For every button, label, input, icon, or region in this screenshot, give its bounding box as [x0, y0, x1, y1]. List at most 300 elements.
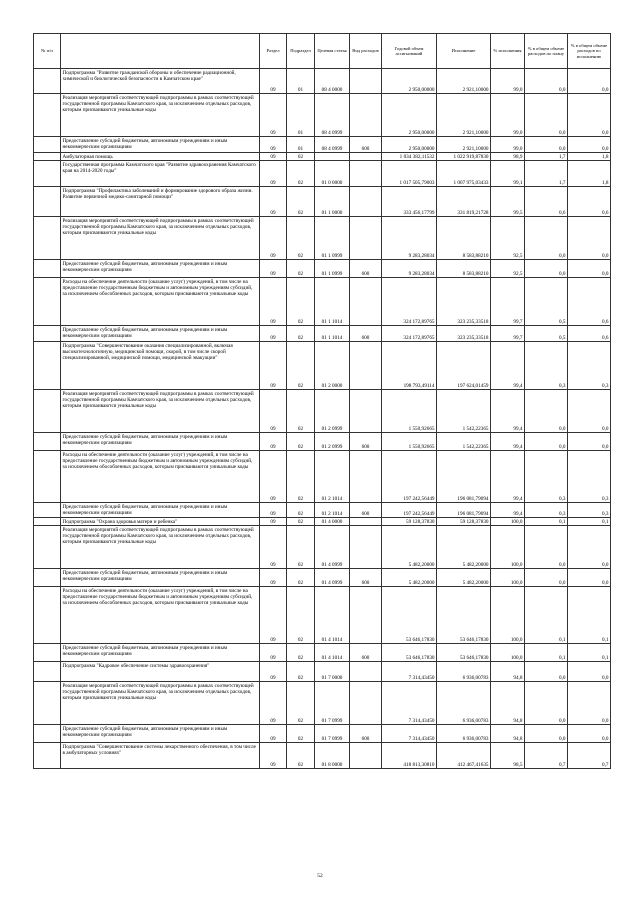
cell-section: 09	[260, 217, 287, 260]
cell-expense-type	[350, 662, 382, 682]
cell-name: Расходы на обеспечение деятельности (оказание услуг) учреждений, в том числе на предоставление государственным бюджетным и автономным учреждениям субсидий, за исключением обособленных расходов, которым присваиваются уникальные коды	[61, 587, 260, 644]
cell-target-article: 01 4 0999	[315, 526, 350, 569]
cell-num	[34, 187, 61, 217]
cell-name: Предоставление субсидий бюджетным, автономным учреждениям и иным некоммерческим организациям	[61, 644, 260, 662]
cell-name: Реализация мероприятий соответствующей подпрограммы в рамках соответствующей государственной программы Камчатского края, за исключением отдельных расходов, которым присваиваются уникальные коды	[61, 526, 260, 569]
cell-subsection: 02	[287, 433, 315, 451]
cell-expense-type	[350, 518, 382, 526]
cell-annual-allocation: 1 550,92665	[382, 433, 437, 451]
cell-share-execution: 0,0	[568, 217, 611, 260]
cell-share-execution: 0,3	[568, 342, 611, 390]
cell-execution-percent: 100,0	[491, 587, 525, 644]
cell-execution: 2 921,10000	[437, 94, 491, 137]
cell-name: Подпрограмма "Развитие гражданской обороны и обеспечение радиационной, химической и биологической безопасности в Камчатском крае"	[61, 69, 260, 94]
header-target-article: Целевая статья	[315, 34, 350, 69]
cell-subsection: 02	[287, 217, 315, 260]
cell-section: 09	[260, 725, 287, 743]
cell-expense-type	[350, 187, 382, 217]
cell-subsection: 02	[287, 278, 315, 326]
cell-execution-percent: 94,8	[491, 662, 525, 682]
table-row	[34, 137, 611, 153]
cell-name: Предоставление субсидий бюджетным, автономным учреждениям и иным некоммерческим организациям	[61, 326, 260, 342]
cell-share-execution: 1,8	[568, 161, 611, 187]
cell-subsection: 02	[287, 518, 315, 526]
cell-expense-type	[350, 451, 382, 503]
table-row	[34, 69, 611, 94]
cell-name: Предоставление субсидий бюджетным, автономным учреждениям и иным некоммерческим организациям	[61, 260, 260, 278]
cell-annual-allocation: 7 314,43450	[382, 662, 437, 682]
cell-share-execution: 0,6	[568, 187, 611, 217]
cell-share-plan: 0,1	[525, 518, 568, 526]
cell-num	[34, 433, 61, 451]
cell-target-article: 01 4 0999	[315, 569, 350, 587]
cell-name: Реализация мероприятий соответствующей подпрограммы в рамках соответствующей государственной программы Камчатского края, за исключением отдельных расходов, которым присваиваются уникальные коды	[61, 217, 260, 260]
table-row	[34, 503, 611, 518]
cell-share-execution: 0,0	[568, 569, 611, 587]
cell-share-plan: 0,0	[525, 94, 568, 137]
cell-subsection: 02	[287, 569, 315, 587]
cell-name: Амбулаторная помощь	[61, 153, 260, 161]
table-row	[34, 587, 611, 644]
cell-subsection: 02	[287, 342, 315, 390]
header-section: Раздел	[260, 34, 287, 69]
cell-execution-percent: 98,9	[491, 153, 525, 161]
cell-target-article: 01 2 1014	[315, 503, 350, 518]
cell-execution: 6 936,00783	[437, 682, 491, 725]
cell-section: 09	[260, 518, 287, 526]
cell-execution-percent: 100,0	[491, 644, 525, 662]
budget-table-sheet	[33, 33, 610, 769]
cell-execution: 53 646,17830	[437, 587, 491, 644]
cell-execution: 331 819,21728	[437, 187, 491, 217]
cell-target-article: 08 4 0999	[315, 137, 350, 153]
cell-share-execution: 0,0	[568, 390, 611, 433]
cell-execution-percent: 99,4	[491, 342, 525, 390]
cell-share-execution: 1,8	[568, 153, 611, 161]
cell-subsection: 02	[287, 260, 315, 278]
cell-annual-allocation: 1 550,92665	[382, 390, 437, 433]
cell-share-execution: 0,3	[568, 451, 611, 503]
cell-annual-allocation: 7 314,43450	[382, 725, 437, 743]
cell-section: 09	[260, 326, 287, 342]
cell-num	[34, 682, 61, 725]
budget-execution-table	[33, 33, 611, 769]
cell-share-plan: 0,3	[525, 451, 568, 503]
cell-share-plan: 0,5	[525, 278, 568, 326]
cell-target-article: 01 2 0999	[315, 390, 350, 433]
cell-subsection: 02	[287, 153, 315, 161]
cell-annual-allocation: 2 950,00000	[382, 137, 437, 153]
cell-expense-type: 600	[350, 137, 382, 153]
table-row	[34, 161, 611, 187]
cell-num	[34, 518, 61, 526]
cell-share-plan: 0,3	[525, 342, 568, 390]
cell-num	[34, 94, 61, 137]
cell-target-article	[315, 153, 350, 161]
cell-num	[34, 662, 61, 682]
cell-execution: 5 482,20000	[437, 569, 491, 587]
cell-share-execution: 0,0	[568, 725, 611, 743]
cell-section: 09	[260, 137, 287, 153]
cell-share-plan: 0,0	[525, 137, 568, 153]
cell-name: Расходы на обеспечение деятельности (оказание услуг) учреждений, в том числе на предоставление государственным бюджетным и автономным учреждениям субсидий, за исключением обособленных расходов, которым присваиваются уникальные коды	[61, 451, 260, 503]
cell-annual-allocation: 9 283,28034	[382, 217, 437, 260]
cell-share-execution: 0,6	[568, 278, 611, 326]
cell-annual-allocation: 2 950,00000	[382, 94, 437, 137]
cell-num	[34, 278, 61, 326]
header-execution-percent: % исполнения	[491, 34, 525, 69]
cell-execution: 323 235,33518	[437, 326, 491, 342]
cell-annual-allocation: 7 314,43450	[382, 682, 437, 725]
cell-share-plan: 0,7	[525, 743, 568, 769]
cell-num	[34, 342, 61, 390]
cell-name: Подпрограмма "Кадровое обеспечение системы здравоохранения"	[61, 662, 260, 682]
table-row	[34, 743, 611, 769]
table-row	[34, 342, 611, 390]
cell-expense-type	[350, 587, 382, 644]
cell-name: Подпрограмма "Охрана здоровья матери и ребенка"	[61, 518, 260, 526]
cell-share-execution: 0,1	[568, 587, 611, 644]
cell-annual-allocation: 5 482,20000	[382, 526, 437, 569]
cell-expense-type	[350, 217, 382, 260]
cell-num	[34, 217, 61, 260]
cell-subsection: 01	[287, 94, 315, 137]
cell-execution-percent: 100,0	[491, 526, 525, 569]
cell-execution-percent: 99,0	[491, 69, 525, 94]
cell-section: 09	[260, 662, 287, 682]
cell-expense-type: 600	[350, 725, 382, 743]
cell-subsection: 02	[287, 743, 315, 769]
cell-share-plan: 0,0	[525, 390, 568, 433]
cell-execution-percent: 99,4	[491, 433, 525, 451]
cell-num	[34, 390, 61, 433]
cell-target-article: 01 4 1014	[315, 644, 350, 662]
cell-expense-type: 600	[350, 644, 382, 662]
cell-name: Предоставление субсидий бюджетным, автономным учреждениям и иным некоммерческим организациям	[61, 503, 260, 518]
cell-annual-allocation: 197 242,56449	[382, 503, 437, 518]
cell-num	[34, 725, 61, 743]
cell-num	[34, 153, 61, 161]
cell-share-plan: 0,0	[525, 662, 568, 682]
header-num: № п/п	[34, 34, 61, 69]
cell-num	[34, 569, 61, 587]
cell-annual-allocation: 9 283,28034	[382, 260, 437, 278]
cell-section: 09	[260, 587, 287, 644]
cell-expense-type	[350, 153, 382, 161]
cell-execution: 197 624,01459	[437, 342, 491, 390]
cell-share-plan: 1,7	[525, 153, 568, 161]
cell-subsection: 02	[287, 644, 315, 662]
cell-annual-allocation: 324 172,89765	[382, 278, 437, 326]
cell-execution: 196 081,79094	[437, 503, 491, 518]
cell-execution-percent: 99,4	[491, 390, 525, 433]
cell-target-article: 01 8 0000	[315, 743, 350, 769]
cell-execution: 8 583,88210	[437, 217, 491, 260]
cell-annual-allocation: 418 813,30810	[382, 743, 437, 769]
table-row	[34, 433, 611, 451]
cell-target-article: 01 7 0000	[315, 662, 350, 682]
cell-execution: 1 542,22365	[437, 433, 491, 451]
cell-execution: 8 583,88210	[437, 260, 491, 278]
cell-subsection: 01	[287, 137, 315, 153]
cell-target-article: 01 7 0999	[315, 682, 350, 725]
cell-target-article: 08 4 0999	[315, 94, 350, 137]
cell-target-article: 01 2 1014	[315, 451, 350, 503]
cell-share-plan: 0,0	[525, 569, 568, 587]
cell-annual-allocation: 1 017 505,79003	[382, 161, 437, 187]
cell-execution: 1 542,22365	[437, 390, 491, 433]
cell-share-plan: 1,7	[525, 161, 568, 187]
cell-num	[34, 587, 61, 644]
cell-subsection: 02	[287, 526, 315, 569]
cell-execution: 323 235,33518	[437, 278, 491, 326]
page-number: 52	[317, 873, 323, 879]
cell-share-execution: 0,7	[568, 743, 611, 769]
cell-expense-type	[350, 526, 382, 569]
cell-execution-percent: 99,7	[491, 326, 525, 342]
cell-share-execution: 0,0	[568, 94, 611, 137]
table-row	[34, 94, 611, 137]
cell-section: 09	[260, 451, 287, 503]
cell-execution-percent: 92,5	[491, 217, 525, 260]
cell-subsection: 02	[287, 161, 315, 187]
cell-target-article: 01 1 1014	[315, 326, 350, 342]
cell-annual-allocation: 1 034 382,11532	[382, 153, 437, 161]
cell-subsection: 02	[287, 662, 315, 682]
cell-share-execution: 0,3	[568, 503, 611, 518]
cell-execution-percent: 92,5	[491, 260, 525, 278]
cell-execution: 59 128,37830	[437, 518, 491, 526]
cell-execution: 6 936,00783	[437, 662, 491, 682]
cell-execution-percent: 100,0	[491, 518, 525, 526]
header-expense-type: Вид расходов	[350, 34, 382, 69]
table-row	[34, 278, 611, 326]
cell-num	[34, 644, 61, 662]
cell-num	[34, 743, 61, 769]
cell-section: 09	[260, 644, 287, 662]
cell-execution-percent: 99,4	[491, 503, 525, 518]
cell-annual-allocation: 197 242,56449	[382, 451, 437, 503]
cell-name: Подпрограмма "Совершенствование системы лекарственного обеспечения, в том числе в амбулаторных условиях"	[61, 743, 260, 769]
cell-num	[34, 260, 61, 278]
cell-execution-percent: 99,4	[491, 451, 525, 503]
cell-execution-percent: 99,0	[491, 137, 525, 153]
cell-annual-allocation: 5 482,20000	[382, 569, 437, 587]
header-share-plan: % в общем объеме расходов по плану	[525, 34, 568, 69]
header-share-execution: % в общем объеме расходов по исполнению	[568, 34, 611, 69]
cell-share-execution: 0,0	[568, 260, 611, 278]
cell-subsection: 02	[287, 187, 315, 217]
table-row	[34, 326, 611, 342]
cell-target-article: 01 1 0999	[315, 217, 350, 260]
cell-section: 09	[260, 94, 287, 137]
cell-num	[34, 326, 61, 342]
cell-target-article: 01 4 0000	[315, 518, 350, 526]
cell-execution-percent: 94,8	[491, 725, 525, 743]
cell-share-execution: 0,1	[568, 518, 611, 526]
cell-section: 09	[260, 743, 287, 769]
cell-share-plan: 0,3	[525, 503, 568, 518]
cell-execution: 412 467,41635	[437, 743, 491, 769]
cell-num	[34, 526, 61, 569]
cell-share-plan: 0,6	[525, 187, 568, 217]
cell-num	[34, 451, 61, 503]
table-row	[34, 451, 611, 503]
cell-name: Реализация мероприятий соответствующей подпрограммы в рамках соответствующей государственной программы Камчатского края, за исключением отдельных расходов, которым присваиваются уникальные коды	[61, 94, 260, 137]
table-row	[34, 725, 611, 743]
cell-execution-percent: 98,5	[491, 743, 525, 769]
cell-target-article: 01 7 0999	[315, 725, 350, 743]
header-annual-allocation: Годовой объем ассигнований	[382, 34, 437, 69]
cell-share-plan: 0,0	[525, 725, 568, 743]
table-row	[34, 662, 611, 682]
cell-expense-type	[350, 682, 382, 725]
cell-subsection: 02	[287, 682, 315, 725]
cell-share-execution: 0,0	[568, 433, 611, 451]
table-row	[34, 390, 611, 433]
cell-share-plan: 0,1	[525, 644, 568, 662]
cell-subsection: 02	[287, 326, 315, 342]
cell-expense-type: 600	[350, 569, 382, 587]
cell-target-article: 01 2 0000	[315, 342, 350, 390]
cell-num	[34, 161, 61, 187]
cell-num	[34, 503, 61, 518]
cell-expense-type: 600	[350, 260, 382, 278]
cell-execution: 196 081,79094	[437, 451, 491, 503]
cell-target-article: 01 2 0999	[315, 433, 350, 451]
cell-subsection: 02	[287, 725, 315, 743]
cell-execution-percent: 100,0	[491, 569, 525, 587]
cell-section: 09	[260, 260, 287, 278]
cell-subsection: 02	[287, 587, 315, 644]
cell-target-article: 01 4 1014	[315, 587, 350, 644]
cell-share-execution: 0,0	[568, 69, 611, 94]
cell-share-plan: 0,0	[525, 217, 568, 260]
cell-num	[34, 137, 61, 153]
table-row	[34, 644, 611, 662]
cell-annual-allocation: 2 950,00000	[382, 69, 437, 94]
cell-execution-percent: 99,0	[491, 94, 525, 137]
header-execution: Исполнение	[437, 34, 491, 69]
cell-num	[34, 69, 61, 94]
cell-expense-type	[350, 390, 382, 433]
cell-execution: 2 921,10000	[437, 69, 491, 94]
cell-execution: 5 482,20000	[437, 526, 491, 569]
cell-share-plan: 0,0	[525, 69, 568, 94]
cell-section: 09	[260, 390, 287, 433]
cell-expense-type	[350, 278, 382, 326]
table-row	[34, 153, 611, 161]
cell-annual-allocation: 53 646,17830	[382, 587, 437, 644]
cell-target-article: 01 0 0000	[315, 161, 350, 187]
cell-execution-percent: 94,8	[491, 682, 525, 725]
table-row	[34, 569, 611, 587]
cell-expense-type	[350, 342, 382, 390]
cell-expense-type: 600	[350, 503, 382, 518]
cell-section: 09	[260, 278, 287, 326]
cell-target-article: 01 1 1014	[315, 278, 350, 326]
cell-execution: 2 921,10000	[437, 137, 491, 153]
cell-name: Государственная программа Камчатского края "Развитие здравоохранения Камчатского края на 2014-2020 годы"	[61, 161, 260, 187]
cell-annual-allocation: 198 793,49114	[382, 342, 437, 390]
cell-execution-percent: 99,7	[491, 278, 525, 326]
cell-share-execution: 0,0	[568, 137, 611, 153]
cell-name: Предоставление субсидий бюджетным, автономным учреждениям и иным некоммерческим организациям	[61, 433, 260, 451]
cell-execution: 53 646,17830	[437, 644, 491, 662]
cell-annual-allocation: 324 172,89765	[382, 326, 437, 342]
cell-expense-type	[350, 94, 382, 137]
cell-name: Расходы на обеспечение деятельности (оказание услуг) учреждений, в том числе на предоставление государственным бюджетным и автономным учреждениям субсидий, за исключением обособленных расходов, которым присваиваются уникальные коды	[61, 278, 260, 326]
cell-section: 09	[260, 503, 287, 518]
table-row	[34, 260, 611, 278]
table-row	[34, 682, 611, 725]
cell-subsection: 02	[287, 451, 315, 503]
cell-share-execution: 0,0	[568, 526, 611, 569]
cell-target-article: 08 4 0000	[315, 69, 350, 94]
cell-target-article: 01 1 0999	[315, 260, 350, 278]
cell-share-plan: 0,5	[525, 326, 568, 342]
cell-share-execution: 0,1	[568, 644, 611, 662]
table-header-row	[34, 34, 611, 69]
cell-share-plan: 0,0	[525, 526, 568, 569]
cell-section: 09	[260, 161, 287, 187]
cell-name: Реализация мероприятий соответствующей подпрограммы в рамках соответствующей государственной программы Камчатского края, за исключением отдельных расходов, которым присваиваются уникальные коды	[61, 682, 260, 725]
header-subsection: Подраздел	[287, 34, 315, 69]
cell-section: 09	[260, 69, 287, 94]
cell-share-plan: 0,0	[525, 682, 568, 725]
cell-name: Реализация мероприятий соответствующей подпрограммы в рамках соответствующей государственной программы Камчатского края, за исключением отдельных расходов, которым присваиваются уникальные коды	[61, 390, 260, 433]
cell-name: Предоставление субсидий бюджетным, автономным учреждениям и иным некоммерческим организациям	[61, 725, 260, 743]
cell-section: 09	[260, 526, 287, 569]
cell-section: 09	[260, 342, 287, 390]
cell-share-execution: 0,0	[568, 682, 611, 725]
table-row	[34, 217, 611, 260]
cell-subsection: 02	[287, 503, 315, 518]
cell-section: 09	[260, 569, 287, 587]
cell-expense-type	[350, 743, 382, 769]
cell-name: Подпрограмма "Совершенствование оказания специализированной, включая высокотехнологичную, медицинской помощи, скорой, в том числе скорой специализированной, медицинской помощи, медицинской эвакуации"	[61, 342, 260, 390]
cell-share-execution: 0,0	[568, 662, 611, 682]
cell-share-execution: 0,6	[568, 326, 611, 342]
cell-annual-allocation: 333 456,17799	[382, 187, 437, 217]
cell-section: 09	[260, 187, 287, 217]
cell-section: 09	[260, 682, 287, 725]
cell-subsection: 01	[287, 69, 315, 94]
cell-expense-type: 600	[350, 433, 382, 451]
cell-execution: 6 936,00783	[437, 725, 491, 743]
cell-share-plan: 0,1	[525, 587, 568, 644]
cell-execution-percent: 99,1	[491, 161, 525, 187]
cell-name: Предоставление субсидий бюджетным, автономным учреждениям и иным некоммерческим организациям	[61, 137, 260, 153]
cell-name: Предоставление субсидий бюджетным, автономным учреждениям и иным некоммерческим организациям	[61, 569, 260, 587]
cell-execution: 1 007 975,03433	[437, 161, 491, 187]
table-body	[34, 69, 611, 769]
cell-execution-percent: 99,5	[491, 187, 525, 217]
cell-share-plan: 0,0	[525, 433, 568, 451]
cell-name: Подпрограмма "Профилактика заболеваний и формирование здорового образа жизни. Развитие первичной медико-санитарной помощи"	[61, 187, 260, 217]
table-row	[34, 187, 611, 217]
cell-section: 09	[260, 153, 287, 161]
cell-share-plan: 0,0	[525, 260, 568, 278]
cell-section: 09	[260, 433, 287, 451]
cell-execution: 1 022 919,87830	[437, 153, 491, 161]
cell-annual-allocation: 59 128,37830	[382, 518, 437, 526]
cell-expense-type: 600	[350, 326, 382, 342]
cell-annual-allocation: 53 646,17830	[382, 644, 437, 662]
cell-expense-type	[350, 69, 382, 94]
table-row	[34, 526, 611, 569]
header-name	[61, 34, 260, 69]
